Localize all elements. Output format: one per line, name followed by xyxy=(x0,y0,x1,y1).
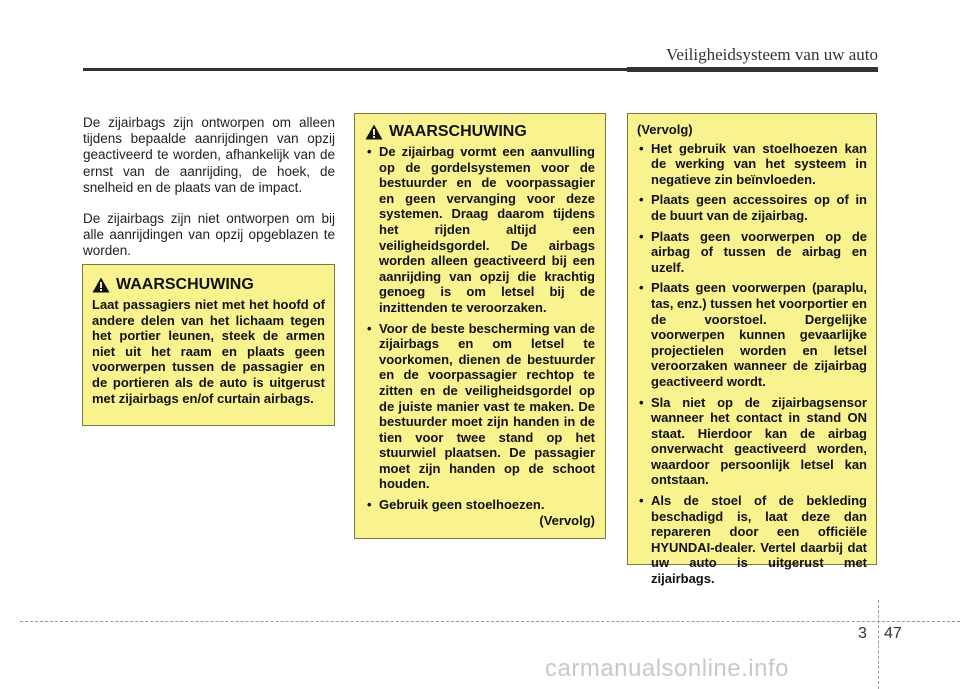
warning-box-passengers xyxy=(82,264,335,426)
intro-paragraph-1: De zijairbags zijn ontworpen om alleen tijdens bepaalde aanrijdingen van opzij geactiveerd te worden, afhankelijk van de ernst van de aanrijding, de hoek, de snelheid en de plaats van de impact. xyxy=(83,115,335,195)
list-item: • Het gebruik van stoelhoezen kan de werking van het systeem in negatieve zin beïnvloeden. xyxy=(637,141,867,188)
header-rule-accent xyxy=(627,67,878,72)
page-number: 47 xyxy=(884,625,902,642)
warning-box-continued xyxy=(627,113,877,587)
warning-title: WAARSCHUWING xyxy=(116,276,254,294)
warning-body: Laat passagiers niet met het hoofd of andere delen van het lichaam tegen het portier leunen, steek de armen niet uit het raam en plaats geen voorwerpen tussen de passagier en de portieren als de auto is uitgerust met zijairbags en/of curtain airbags. xyxy=(92,297,325,406)
warning-title: WAARSCHUWING xyxy=(389,123,527,141)
intro-paragraph-2: De zijairbags zijn niet ontworpen om bij alle aanrijdingen van opzij opgeblazen te worden. xyxy=(83,211,335,259)
continued-label: (Vervolg) xyxy=(637,122,693,137)
list-item: • Plaats geen voorwerpen op de airbag of tussen de airbag en uzelf. xyxy=(637,229,867,276)
intro-text xyxy=(83,115,335,275)
warning-list xyxy=(365,144,595,513)
continued-label: (Vervolg) xyxy=(539,512,595,528)
footer-rule xyxy=(20,621,960,622)
list-item: • Plaats geen accessoires op of in de buurt van de zijairbag. xyxy=(637,192,867,223)
footer-divider xyxy=(878,600,879,689)
chapter-number: 3 xyxy=(858,625,867,642)
list-item: • De zijairbag vormt een aanvulling op de gordelsystemen voor de bestuurder en de voorpassagier en geen vervanging voor deze systemen. Draag daarom tijdens het rijden altijd een veiligheidsgordel. De airbags worden alleen geactiveerd bij een aanrijding van opzij die krachtig genoeg is om letsel bij de inzittenden te veroorzaken. xyxy=(365,144,595,316)
warning-triangle-icon xyxy=(365,124,383,140)
list-item: • Voor de beste bescherming van de zijairbags en om letsel te voorkomen, dienen de bestuurder en de voorpassagier rechtop te zitten en de veiligheidsgordel op de juiste manier vast te maken. De bestuurder moet zijn handen in de tien voor twee stand op het stuurwiel plaatsen. De passagier moet zijn handen op de schoot houden. xyxy=(365,321,595,493)
warning-list xyxy=(637,141,867,587)
list-item: • Sla niet op de zijairbagsensor wanneer het contact in stand ON staat. Hierdoor kan de airbag onverwacht geactiveerd worden, waardoor persoonlijk letsel kan ontstaan. xyxy=(637,395,867,489)
warning-title-row xyxy=(365,124,595,140)
warning-triangle-icon xyxy=(92,277,110,293)
header-title: Veiligheidsysteem van uw auto xyxy=(666,45,878,64)
warning-box-side-airbag xyxy=(354,113,606,539)
list-item: • Als de stoel of de bekleding beschadigd is, laat deze dan repareren door een officiële HYUNDAI-dealer. Vertel daarbij dat uw auto is uitgerust met zijairbags. xyxy=(637,493,867,587)
warning-title-row xyxy=(92,277,325,293)
watermark: carmanualsonline.info xyxy=(545,655,789,682)
list-item: • Plaats geen voorwerpen (paraplu, tas, enz.) tussen het voorportier en de voorstoel. Dergelijke voorwerpen kunnen gevaarlijke projectielen worden en letsel veroorzaken wanneer de zijairbag geactiveerd wordt. xyxy=(637,280,867,389)
list-item: • Gebruik geen stoelhoezen. xyxy=(365,497,595,513)
